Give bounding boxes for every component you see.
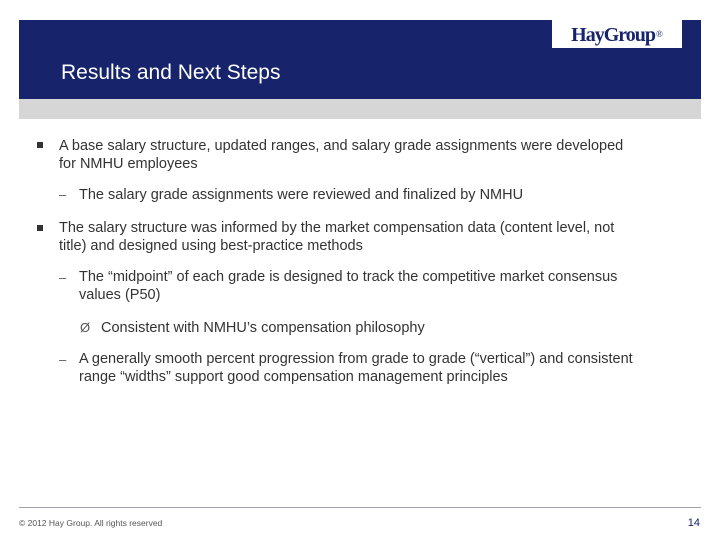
bullet-1-line-2: for NMHU employees <box>59 156 198 172</box>
sub-sub-bullet-2-1-1-line-1: Consistent with NMHU’s compensation philosophy <box>101 320 425 336</box>
dash-bullet-icon: – <box>59 270 67 285</box>
page-number: 14 <box>687 517 700 529</box>
dash-bullet-icon: – <box>59 352 67 367</box>
sub-bullet-2-1-line-1: The “midpoint” of each grade is designed to track the competitive market consensus <box>79 269 618 285</box>
logo-registered-mark: ® <box>656 29 663 39</box>
dash-bullet-icon: – <box>59 187 67 202</box>
bullet-1-line-1: A base salary structure, updated ranges, and salary grade assignments were developed <box>59 138 624 154</box>
header-gray-band <box>19 99 701 119</box>
sub-bullet-1-1-line-1: The salary grade assignments were reviewed and finalized by NMHU <box>79 187 524 203</box>
hay-group-logo <box>552 20 682 48</box>
sub-bullet-2-2-line-2: range “widths” support good compensation management principles <box>79 369 508 385</box>
footer-divider <box>19 507 701 508</box>
bullet-2-line-1: The salary structure was informed by the market compensation data (content level, not <box>59 220 615 236</box>
sub-bullet-2-1-line-2: values (P50) <box>79 287 161 303</box>
copyright-text: © 2012 Hay Group. All rights reserved <box>19 518 163 528</box>
square-bullet-icon <box>37 142 43 148</box>
arrow-bullet-icon: Ø <box>80 320 91 335</box>
slide-title: Results and Next Steps <box>61 61 281 84</box>
square-bullet-icon <box>37 225 43 231</box>
sub-bullet-2-2-line-1: A generally smooth percent progression from grade to grade (“vertical”) and consistent <box>79 351 633 367</box>
logo-text: HayGroup <box>571 23 656 46</box>
bullet-2-line-2: title) and designed using best-practice methods <box>59 238 363 254</box>
